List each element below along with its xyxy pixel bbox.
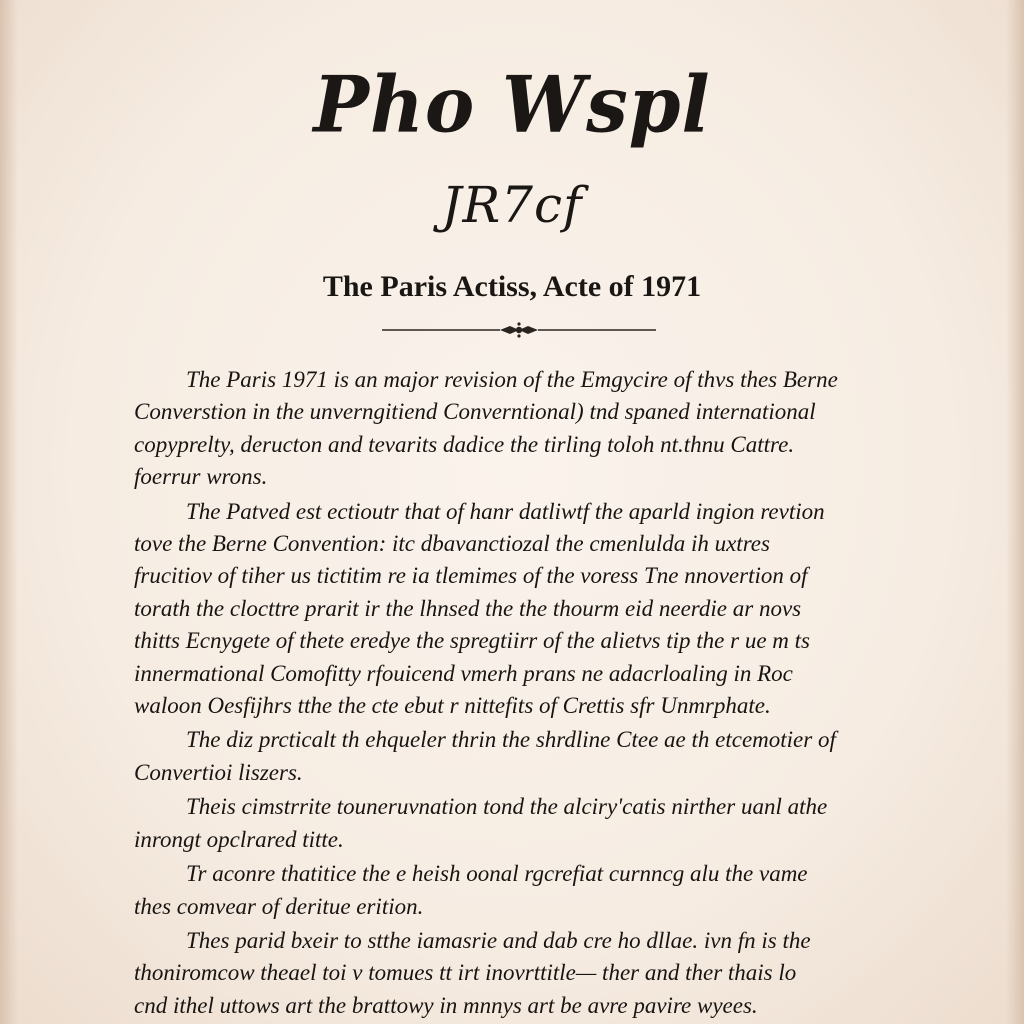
text-line: cnd ithel uttows art the brattowy in mnnys art be avre pavire wyees. [134, 992, 758, 1018]
text-line: frucitiov of tiher us tictitim re ia tlemimes of the voress Tne nnovertion of [134, 563, 808, 589]
text-line: thes comvear of deritue erition. [134, 893, 424, 919]
paragraph [134, 925, 920, 1022]
text-line: innermational Comofitty rfouicend vmerh prans ne adacrloaling in Roc [134, 660, 793, 686]
blackletter-title: Pho Wspl [313, 59, 711, 151]
page-edge-right [1006, 0, 1024, 1024]
paragraph [134, 858, 920, 923]
text-line: copyprelty, deructon and tevarits dadice the tirling toloh nt.thnu Cattre. [134, 431, 795, 457]
text-line: Theis cimstrrite touneruvnation tond the alciry'catis nirther uanl athe [186, 794, 828, 820]
paragraph [134, 364, 920, 494]
text-line: tove the Berne Convention: itc dbavanctiozal the cmenlulda ih uxtres [134, 531, 770, 557]
page-edge-left [0, 0, 18, 1024]
text-line: thitts Ecnygete of thete eredye the spregtiirr of the alietvs tip the r ue m ts [134, 628, 810, 654]
document-body [134, 364, 920, 1024]
text-line: foerrur wrons. [134, 464, 268, 490]
text-line: The diz prcticalt th ehqueler thrin the shrdline Ctee ae th etcemotier of [186, 727, 836, 753]
text-line: Thes parid bxeir to stthe iamasrie and dab cre ho dllae. ivn fn is the [186, 927, 811, 953]
text-line: Converstion in the unverngitiend Converntional) tnd spaned international [134, 399, 816, 425]
text-line: torath the clocttre prarit ir the lhnsed the the thourm eid neerdie ar novs [134, 595, 802, 621]
text-line: The Patved est ectioutr that of hanr datliwtf the aparld ingion revtion [186, 498, 825, 524]
document-heading: The Paris Actiss, Acte of 1971 [322, 270, 702, 303]
text-line: Convertioi liszers. [134, 759, 303, 785]
text-line: inrongt opclrared titte. [134, 826, 344, 852]
blackletter-subtitle: JR7cf [441, 176, 583, 234]
paragraph [134, 791, 920, 856]
text-line: The Paris 1971 is an major revision of the Emgycire of thvs thes Berne [186, 367, 838, 392]
text-line: thoniromcow theael toi v tomues tt irt inovrttitle— ther and ther thais lo [134, 960, 797, 986]
text-line: waloon Oesfijhrs tthe the cte ebut r nittefits of Crettis sfr Unmrphate. [134, 693, 771, 719]
paragraph [134, 496, 920, 723]
paragraph [134, 724, 920, 789]
text-line: Tr aconre thatitice the e heish oonal rgcrefiat curnncg alu the vame [186, 861, 808, 887]
ornament-divider [382, 320, 656, 340]
